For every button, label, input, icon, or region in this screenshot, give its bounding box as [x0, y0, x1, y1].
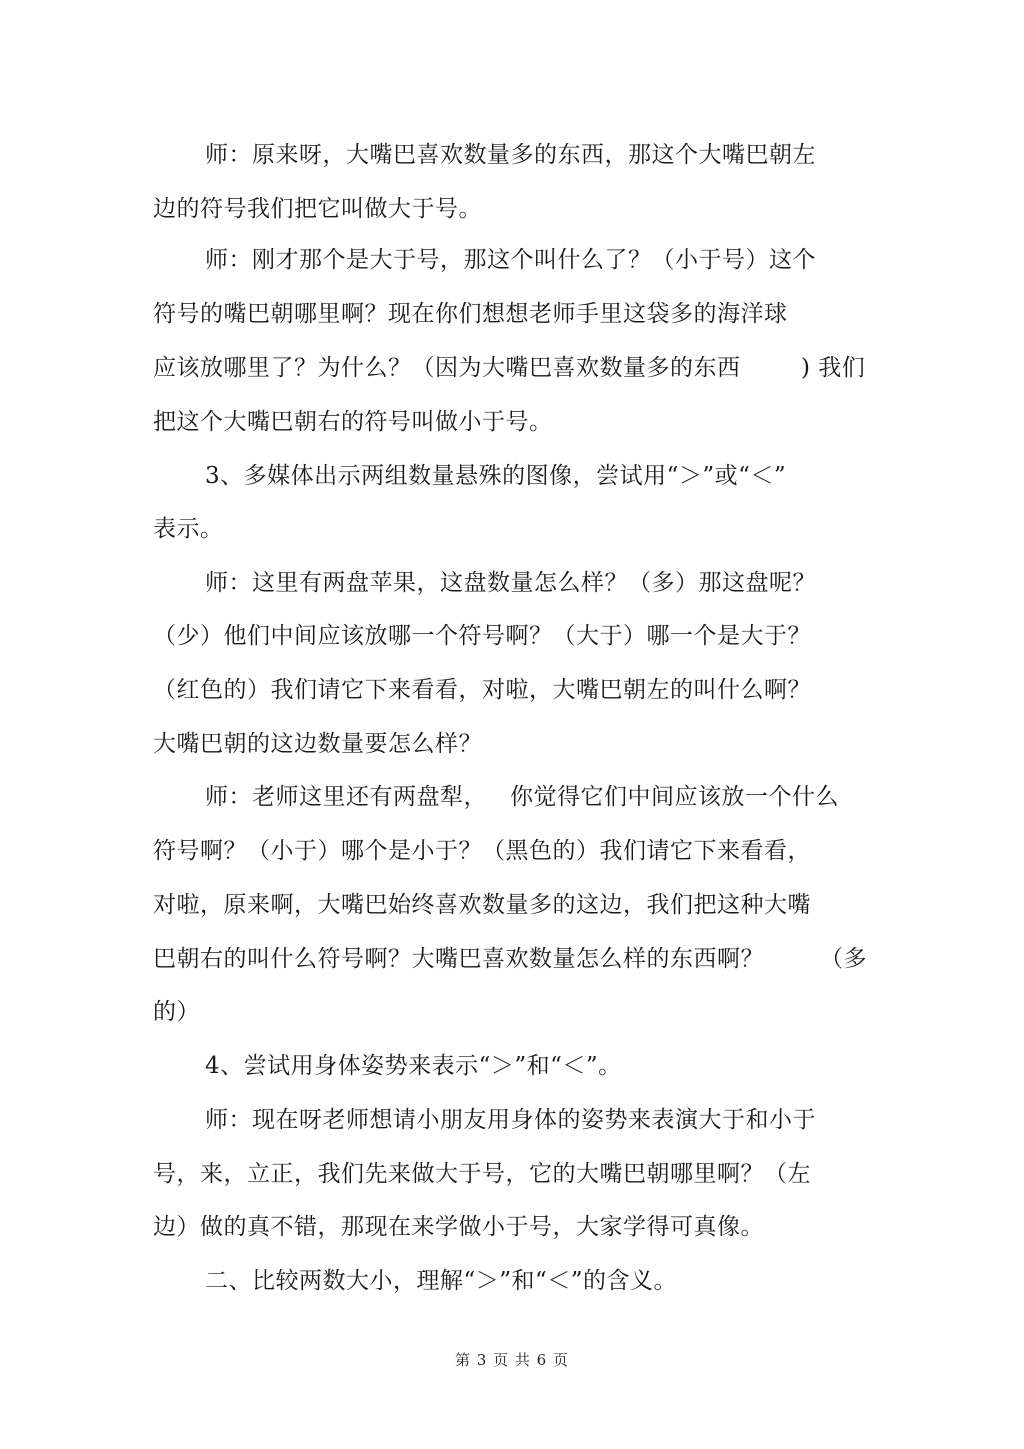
paragraph-line: 表示。 — [153, 516, 224, 542]
section-heading: 4、尝试用身体姿势来表示“＞”和“＜”。 — [205, 1053, 622, 1079]
paragraph-line: 把这个大嘴巴朝右的符号叫做小于号。 — [153, 409, 553, 435]
section-heading: 二、比较两数大小，理解“＞”和“＜”的含义。 — [205, 1268, 678, 1294]
paragraph-line: 师：刚才那个是大于号，那这个叫什么了？（小于号）这个 — [205, 247, 816, 273]
paragraph-line: 师：原来呀，大嘴巴喜欢数量多的东西，那这个大嘴巴朝左 — [205, 142, 816, 168]
paragraph-line: 边的符号我们把它叫做大于号。 — [153, 196, 482, 222]
paragraph-line-tail: ) 我们 — [801, 355, 866, 381]
paragraph-line-tail: （多 — [820, 946, 867, 972]
section-heading: 3、多媒体出示两组数量悬殊的图像，尝试用“＞”或“＜” — [205, 463, 787, 489]
paragraph-line: 的） — [153, 999, 200, 1025]
paragraph-line: 师：老师这里还有两盘犁， — [205, 784, 487, 810]
paragraph-line: 巴朝右的叫什么符号啊？大嘴巴喜欢数量怎么样的东西啊？ — [153, 946, 764, 972]
paragraph-line: 应该放哪里了？为什么？（因为大嘴巴喜欢数量多的东西 — [153, 355, 741, 381]
paragraph-line: 边）做的真不错，那现在来学做小于号，大家学得可真像。 — [153, 1214, 764, 1240]
paragraph-line: 符号的嘴巴朝哪里啊？现在你们想想老师手里这袋多的海洋球 — [153, 301, 788, 327]
page-footer: 第 3 页 共 6 页 — [455, 1351, 569, 1369]
paragraph-line: 号，来，立正，我们先来做大于号，它的大嘴巴朝哪里啊？（左 — [153, 1161, 811, 1187]
paragraph-line: 对啦，原来啊，大嘴巴始终喜欢数量多的这边，我们把这种大嘴 — [153, 892, 811, 918]
paragraph-line-tail: 你觉得它们中间应该放一个什么 — [510, 784, 839, 810]
paragraph-line: 师：现在呀老师想请小朋友用身体的姿势来表演大于和小于 — [205, 1107, 816, 1133]
paragraph-line: （红色的）我们请它下来看看，对啦，大嘴巴朝左的叫什么啊？ — [153, 677, 811, 703]
paragraph-line: （少）他们中间应该放哪一个符号啊？（大于）哪一个是大于？ — [153, 623, 811, 649]
paragraph-line: 大嘴巴朝的这边数量要怎么样？ — [153, 731, 482, 757]
paragraph-line: 符号啊？（小于）哪个是小于？（黑色的）我们请它下来看看， — [153, 838, 811, 864]
paragraph-line: 师：这里有两盘苹果，这盘数量怎么样？（多）那这盘呢？ — [205, 570, 816, 596]
